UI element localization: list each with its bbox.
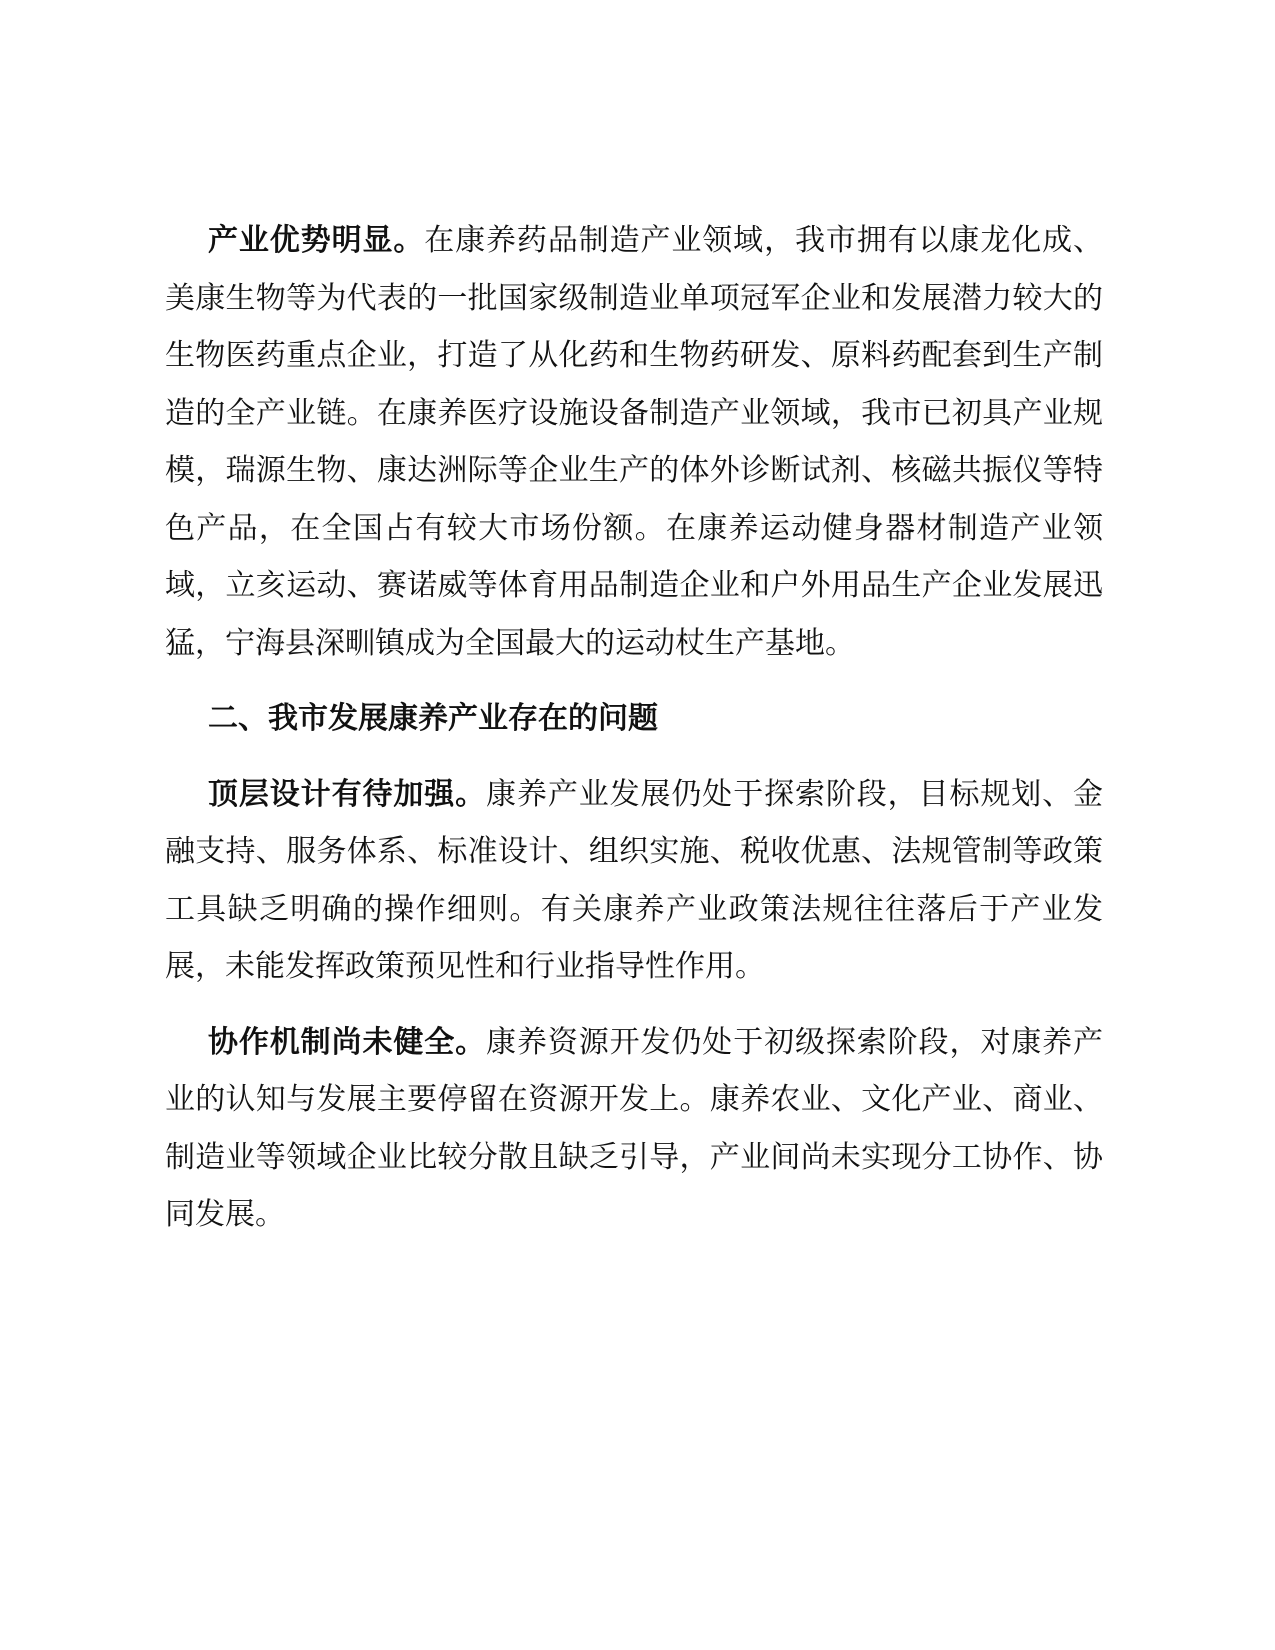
paragraph-top-level-design [165, 766, 1103, 996]
paragraph-lead: 顶层设计有待加强。 [208, 776, 487, 812]
section-heading: 二、我市发展康养产业存在的问题 [208, 701, 658, 736]
paragraph-body: 康养产业发展仍处于探索阶段，目标规划、金融支持、服务体系、标准设计、组织实施、税收优惠、法规管制等政策工具缺乏明确的操作细则。有关康养产业政策法规往往落后于产业发展，未能发挥政策预见性和行业指导性作用。 [165, 776, 1104, 984]
document-page [165, 212, 1103, 1244]
paragraph-lead: 协作机制尚未健全。 [208, 1024, 487, 1060]
paragraph-body: 康养资源开发仍处于初级探索阶段，对康养产业的认知与发展主要停留在资源开发上。康养农业、文化产业、商业、制造业等领域企业比较分散且缺乏引导，产业间尚未实现分工协作、协同发展。 [165, 1024, 1104, 1232]
paragraph-lead: 产业优势明显。 [208, 223, 425, 258]
paragraph-body: 在康养药品制造产业领域，我市拥有以康龙化成、美康生物等为代表的一批国家级制造业单项冠军企业和发展潜力较大的生物医药重点企业，打造了从化药和生物药研发、原料药配套到生产制造的全产业链。在康养医疗设施设备制造产业领域，我市已初具产业规模，瑞源生物、康达洲际等企业生产的体外诊断试剂、核磁共振仪等特色产品，在全国占有较大市场份额。在康养运动健身器材制造产业领域，立亥运动、赛诺威等体育用品制造企业和户外用品生产企业发展迅猛，宁海县深甽镇成为全国最大的运动杖生产基地。 [165, 223, 1103, 661]
paragraph-coordination-mechanism [165, 1014, 1103, 1244]
paragraph-industry-advantage [165, 212, 1103, 672]
